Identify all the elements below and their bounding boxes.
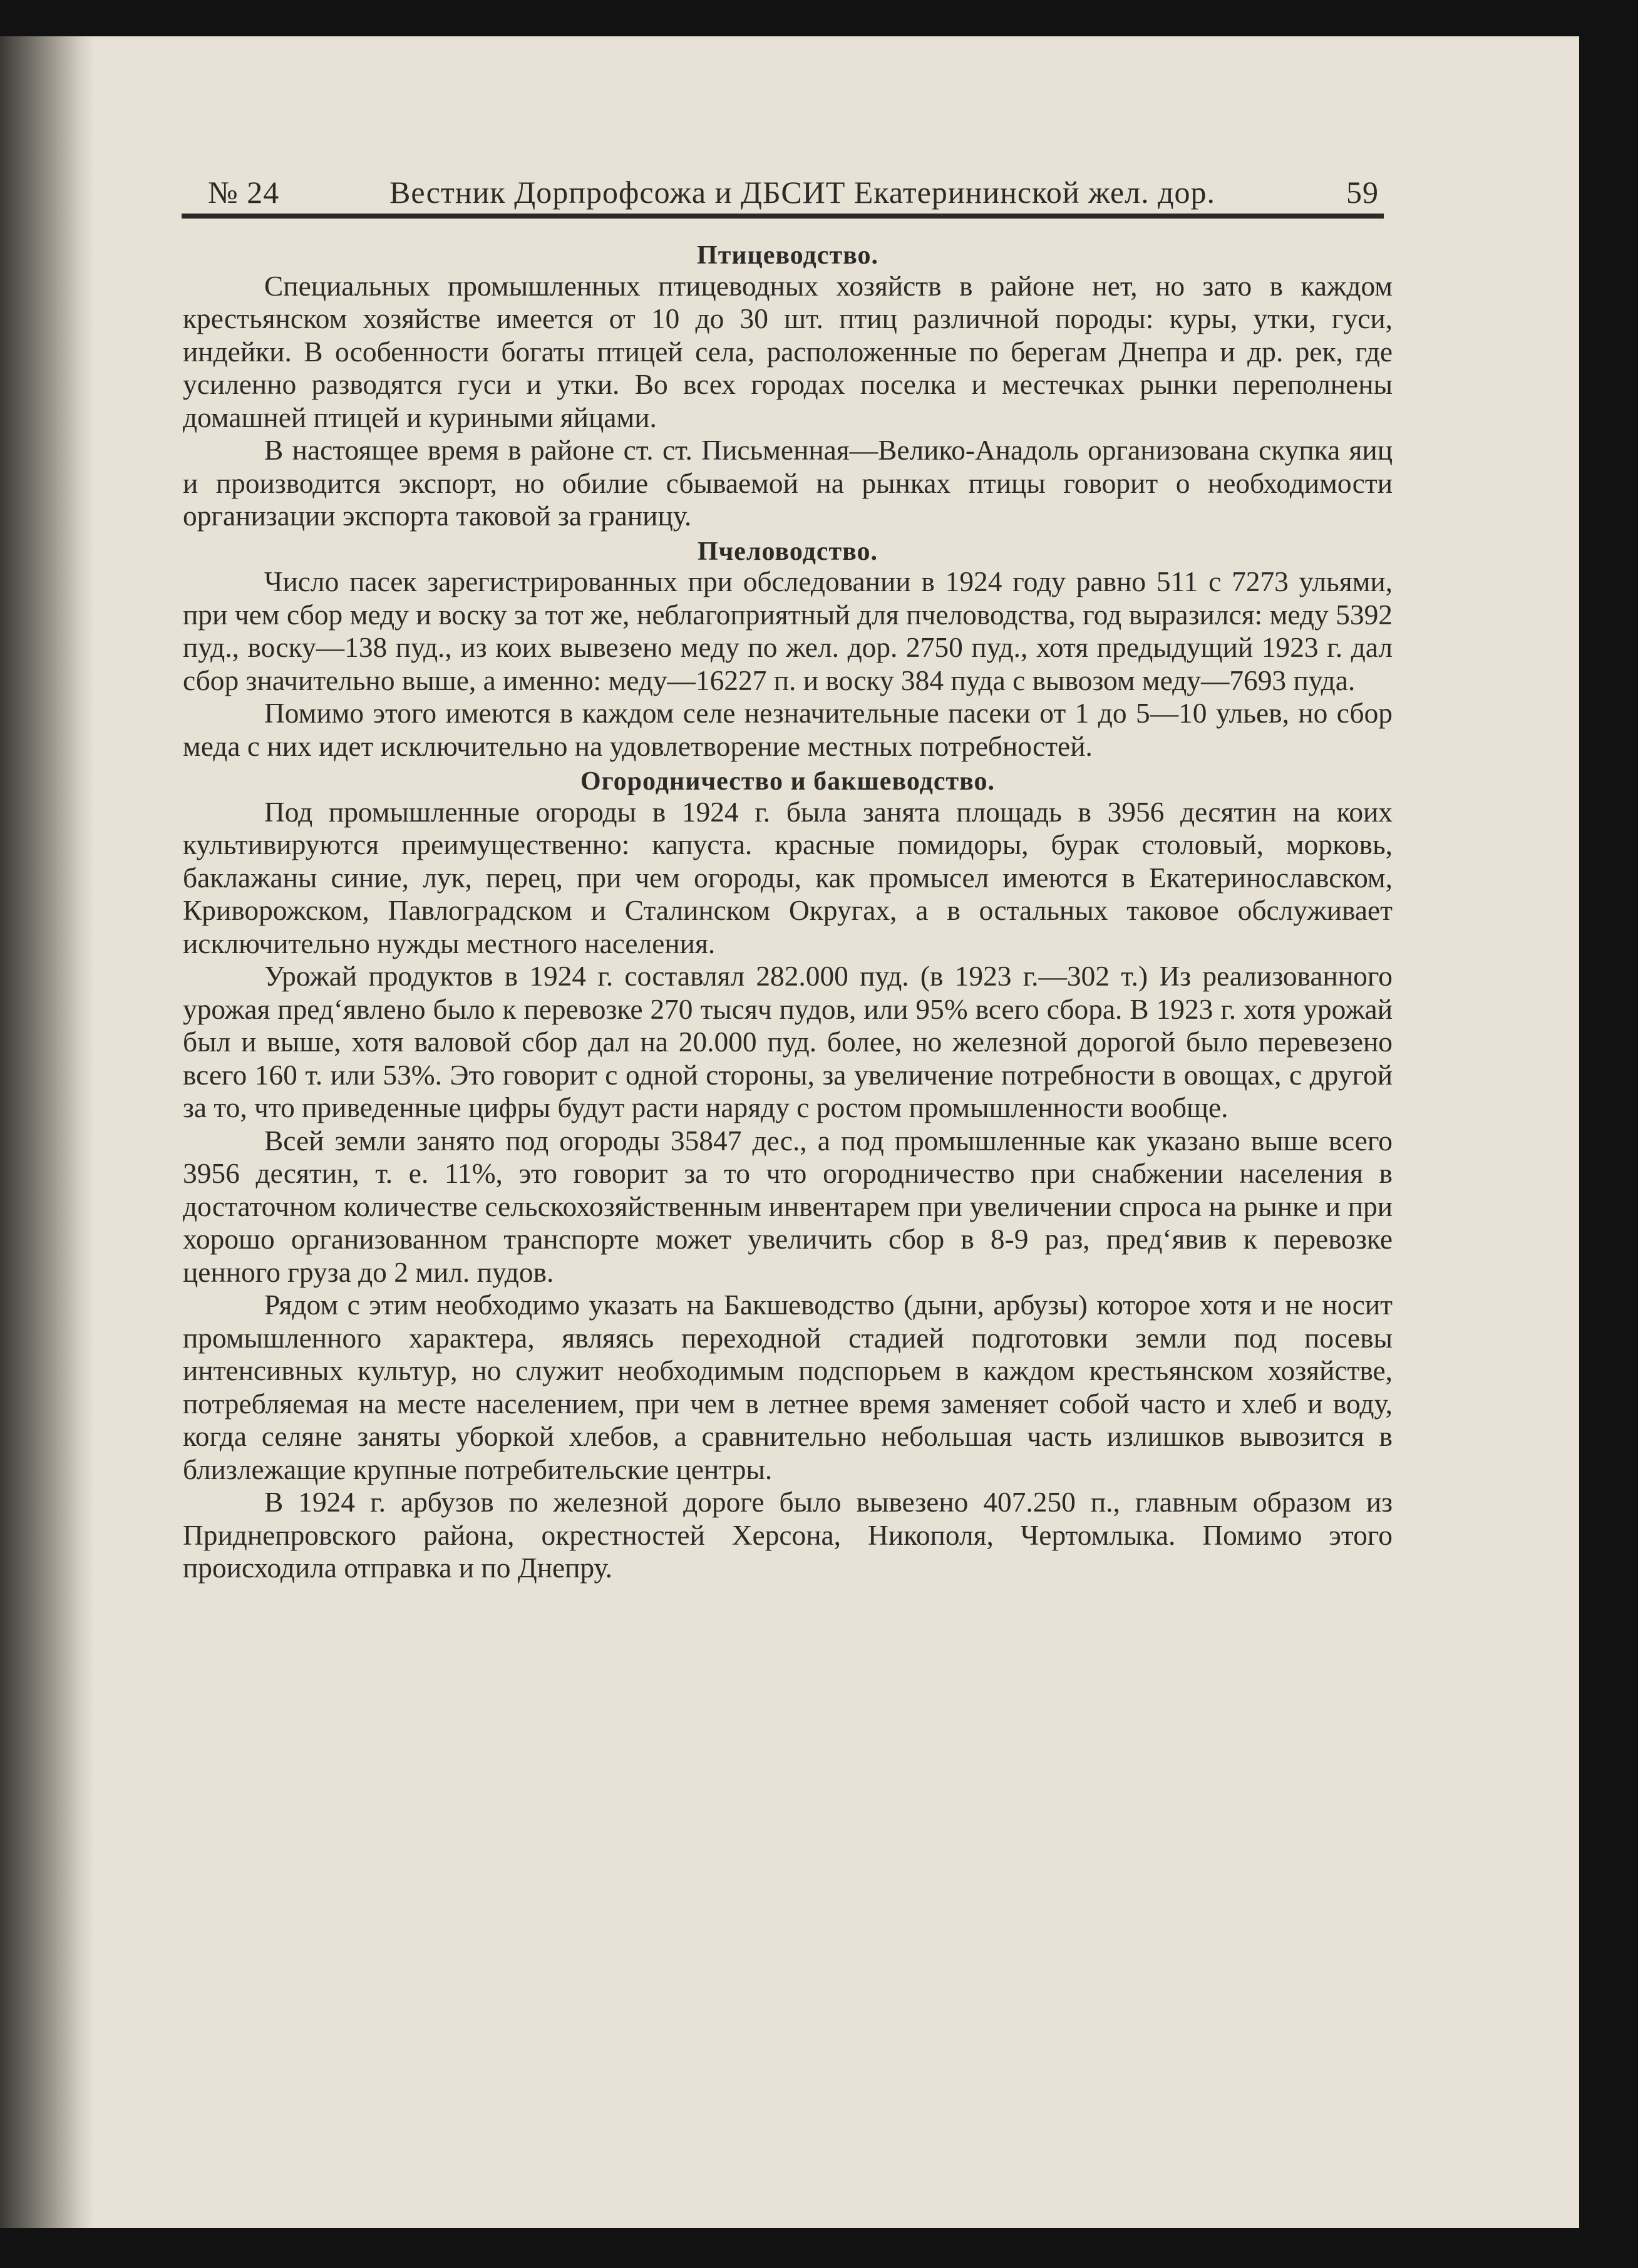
- paragraph: В 1924 г. арбузов по железной дороге было вывезено 407.250 п., главным образом из Приднепровского района, окрестностей Херсона, Никополя, Чертомлыка. Помимо этого происходила отправка и по Днепру.: [183, 1487, 1393, 1584]
- paragraph: Специальных промышленных птицеводных хозяйств в районе нет, но зато в каждом крестьянском хозяйстве имеется от 10 до 30 шт. птиц различной породы: куры, утки, гуси, индейки. В особенности богаты птицей села, расположенные по берегам Днепра и др. рек, где усиленно разводятся гуси и утки. Во всех городах поселка и местечках рынки переполнены домашней птицей и куриными яйцами.: [183, 270, 1393, 433]
- paragraph: Рядом с этим необходимо указать на Бакшеводство (дыни, арбузы) которое хотя и не носит промышленного характера, являясь переходной стадией подготовки земли под посевы интенсивных культур, но служит необходимым подспорьем в каждом крестьянском хозяйстве, потребляемая на месте населением, при чем в летнее время заменяет собой часто и хлеб и воду, когда селяне заняты уборкой хлебов, а сравнительно небольшая часть излишков вывозится в близлежащие крупные потребительские центры.: [183, 1289, 1393, 1485]
- paragraph: Число пасек зарегистрированных при обследовании в 1924 году равно 511 с 7273 ульями, при чем сбор меду и воску за тот же, неблагоприятный для пчеловодства, год выразился: меду 5392 пуд., воску—138 пуд., из коих вывезено меду по жел. дор. 2750 пуд., хотя предыдущий 1923 г. дал сбор значительно выше, а именно: меду—16227 п. и воску 384 пуда с вывозом меду—7693 пуда.: [183, 566, 1393, 696]
- page-number: 59: [1346, 175, 1379, 210]
- header-rule: [182, 214, 1384, 219]
- paragraph: В настоящее время в районе ст. ст. Письменная—Велико-Анадоль организована скупка яиц и производится экспорт, но обилие сбываемой на рынках птицы говорит о необходимости организации экспорта таковой за границу.: [183, 435, 1393, 532]
- section-title-gardening: Огородничество и бакшеводство.: [580, 767, 996, 796]
- paragraph: Под промышленные огороды в 1924 г. была занята площадь в 3956 десятин на коих культивируются преимущественно: капуста. красные помидоры, бурак столовый, морковь, баклажаны синие, лук, перец, при чем огороды, как промысел имеются в Екатеринославском, Криворожском, Павлоградском и Сталинском Округах, а в остальных таковое обслуживает исключительно нужды местного населения.: [183, 796, 1393, 959]
- journal-title: Вестник Дорпрофсожа и ДБСИТ Екатерининской жел. дор.: [389, 175, 1216, 210]
- section-title-poultry: Птицеводство.: [697, 241, 878, 270]
- paragraph: Всей земли занято под огороды 35847 дес., а под промышленные как указано выше всего 3956 десятин, т. е. 11%, это говорит за то что огородничество при снабжении населения в достаточном количестве сельскохозяйственным инвентарем при увеличении спроса на рынке и при хорошо организованном транспорте может увеличить сбор в 8-9 раз, пред‘явив к перевозке ценного груза до 2 мил. пудов.: [183, 1125, 1393, 1288]
- book-spine-shadow: [0, 36, 94, 2228]
- article-body: [183, 237, 1393, 1585]
- paragraph: Помимо этого имеются в каждом селе незначительные пасеки от 1 до 5—10 ульев, но сбор меда с них идет исключительно на удовлетворение местных потребностей.: [183, 698, 1393, 762]
- scanned-page: [0, 36, 1579, 2228]
- section-title-beekeeping: Пчеловодство.: [697, 537, 878, 566]
- paragraph: Урожай продуктов в 1924 г. составлял 282.000 пуд. (в 1923 г.—302 т.) Из реализованного урожая пред‘явлено было к перевозке 270 тысяч пудов, или 95% всего сбора. В 1923 г. хотя урожай был и выше, хотя валовой сбор дал на 20.000 пуд. более, но железной дорогой было перевезено всего 160 т. или 53%. Это говорит с одной стороны, за увеличение потребности в овощах, с другой за то, что приведенные цифры будут расти наряду с ростом промышленности вообще.: [183, 961, 1393, 1123]
- issue-number: № 24: [208, 175, 280, 210]
